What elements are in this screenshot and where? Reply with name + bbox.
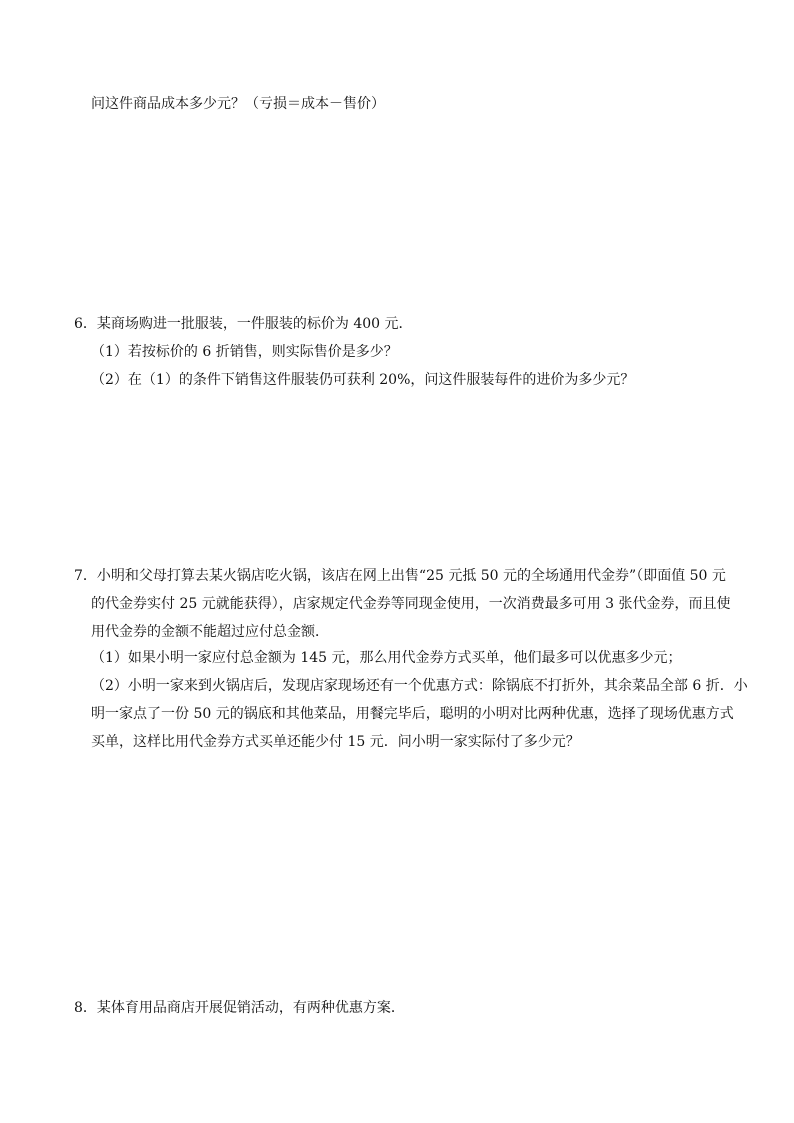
q7-part2-line1: （2）小明一家来到火锅店后，发现店家现场还有一个优惠方式：除锅底不打折外，其余菜品全部 6 折．小 [91, 678, 748, 694]
q7-part1: （1）如果小明一家应付总金额为 145 元，那么用代金券方式买单，他们最多可以优惠多少元； [91, 650, 682, 666]
q6-part2: （2）在（1）的条件下销售这件服装仍可获利 20%，问这件服装每件的进价为多少元？ [91, 372, 635, 388]
q7-part2-line2: 明一家点了一份 50 元的锅底和其他菜品，用餐完毕后，聪明的小明对比两种优惠，选择了现场优惠方式 [91, 706, 734, 722]
q6-part1: （1）若按标价的 6 折销售，则实际售价是多少？ [91, 344, 398, 360]
q7-stem-line2: 的代金券实付 25 元就能获得），店家规定代金券等同现金使用，一次消费最多可用 3 张代金券，而且使 [91, 596, 731, 612]
q7-part2-line3: 买单，这样比用代金券方式买单还能少付 15 元．问小明一家实际付了多少元？ [91, 734, 580, 750]
q7-stem-line3: 用代金券的金额不能超过应付总金额． [91, 624, 329, 640]
q8-stem: 8．某体育用品商店开展促销活动，有两种优惠方案． [74, 1000, 405, 1016]
q5-continuation: 问这件商品成本多少元？（亏损＝成本－售价） [91, 96, 385, 112]
q6-stem: 6．某商场购进一批服装，一件服装的标价为 400 元． [74, 316, 413, 332]
q7-stem-line1: 7．小明和父母打算去某火锅店吃火锅，该店在网上出售“25 元抵 50 元的全场通用代金券”（即面值 50 元 [74, 568, 726, 584]
